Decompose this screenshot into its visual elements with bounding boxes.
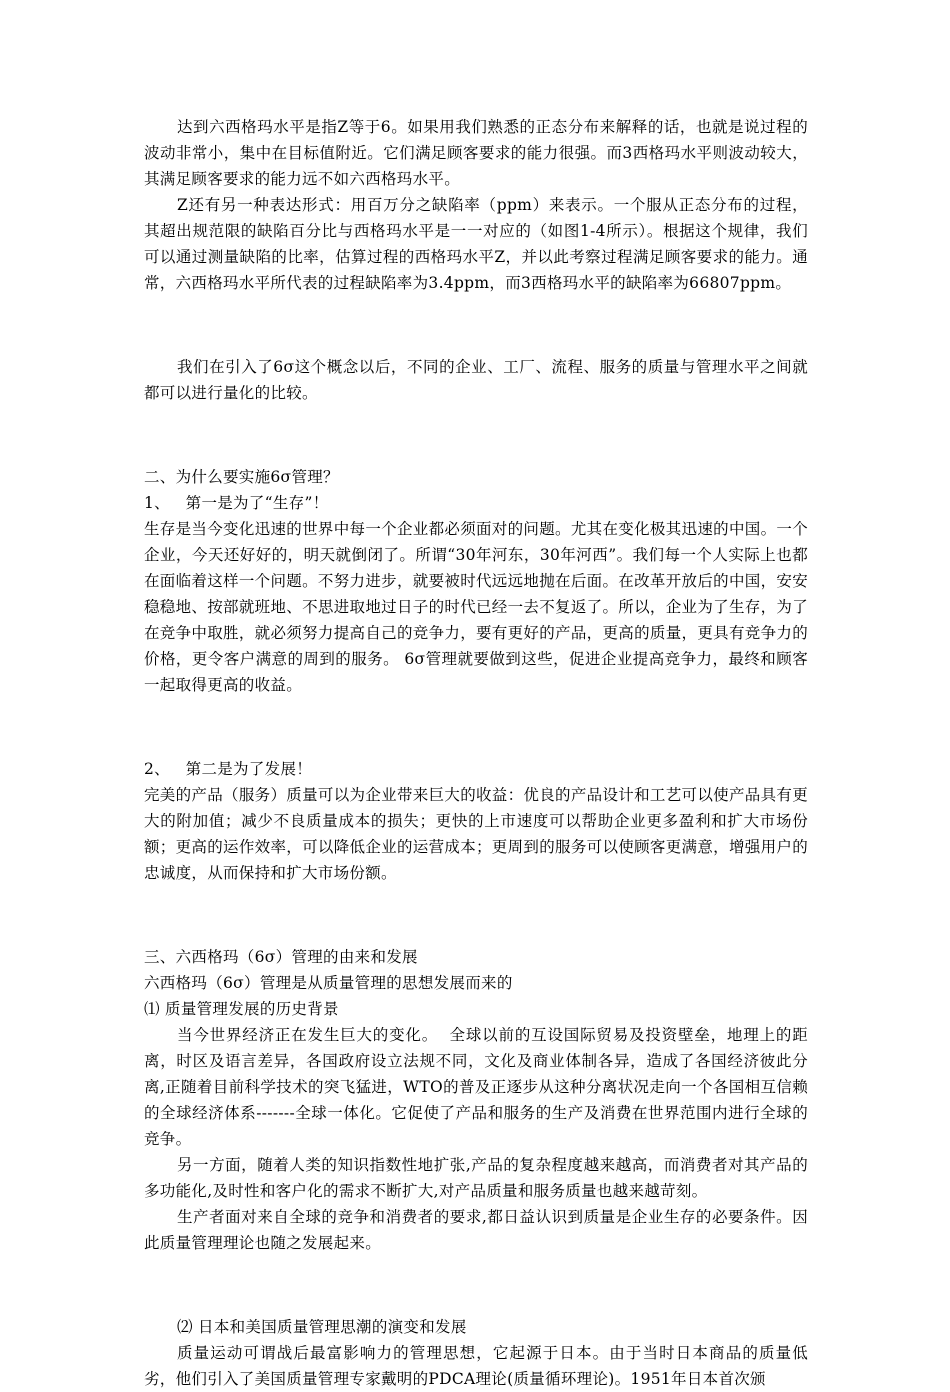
paragraph: Z还有另一种表达形式：用百万分之缺陷率（ppm）来表示。一个服从正态分布的过程，其超出规范限的缺陷百分比与西格玛水平是一一对应的（如图1-4所示）。根据这个规律，我们可以通过测量缺陷的比率，估算过程的西格玛水平Z，并以此考察过程满足顾客要求的能力。通常，六西格玛水平所代表的过程缺陷率为3.4ppm，而3西格玛水平的缺陷率为66807ppm。 bbox=[144, 196, 808, 292]
paragraph: ⑴ 质量管理发展的历史背景 bbox=[144, 1000, 339, 1018]
blank-line bbox=[144, 902, 808, 928]
paragraph: 当今世界经济正在发生巨大的变化。 全球以前的互设国际贸易及投资壁垒，地理上的距离，时区及语言差异，各国政府设立法规不同，文化及商业体制各异，造成了各国经济彼此分离,正随着目前科学技术的突飞猛进，WTO的普及正逐步从这种分离状况走向一个各国相互信赖的全球经济体系-------全球一体化。它促使了产品和服务的生产及消费在世界范围内进行全球的竞争。 bbox=[144, 1026, 808, 1148]
blank-line bbox=[144, 714, 808, 740]
paragraph: 1、 第一是为了“生存”！ bbox=[144, 494, 329, 512]
document-body bbox=[144, 114, 808, 1392]
blank-line bbox=[144, 312, 808, 338]
paragraph: 完美的产品（服务）质量可以为企业带来巨大的收益：优良的产品设计和工艺可以使产品具有更大的附加值；减少不良质量成本的损失；更快的上市速度可以帮助企业更多盈利和扩大市场份额；更高的运作效率，可以降低企业的运营成本；更周到的服务可以使顾客更满意，增强用户的忠诚度，从而保持和扩大市场份额。 bbox=[144, 786, 808, 882]
paragraph: 另一方面，随着人类的知识指数性地扩张,产品的复杂程度越来越高，而消费者对其产品的多功能化,及时性和客户化的需求不断扩大,对产品质量和服务质量也越来越苛刻。 bbox=[144, 1156, 808, 1200]
paragraph: 质量运动可谓战后最富影响力的管理思想，它起源于日本。由于当时日本商品的质量低劣，他们引入了美国质量管理专家戴明的PDCA理论(质量循环理论)。1951年日本首次颁 bbox=[144, 1344, 808, 1388]
paragraph: 生产者面对来自全球的竞争和消费者的要求,都日益认识到质量是企业生存的必要条件。因此质量管理理论也随之发展起来。 bbox=[144, 1208, 808, 1252]
paragraph: ⑵ 日本和美国质量管理思潮的演变和发展 bbox=[177, 1318, 467, 1336]
blank-line bbox=[144, 1272, 808, 1298]
paragraph: 六西格玛（6σ）管理是从质量管理的思想发展而来的 bbox=[144, 974, 513, 992]
paragraph: 生存是当今变化迅速的世界中每一个企业都必须面对的问题。尤其在变化极其迅速的中国。一个企业，今天还好好的，明天就倒闭了。所谓“30年河东，30年河西”。我们每一个人实际上也都在面临着这样一个问题。不努力进步，就要被时代远远地抛在后面。在改革开放后的中国，安安稳稳地、按部就班地、不思进取地过日子的时代已经一去不复返了。所以，企业为了生存，为了在竞争中取胜，就必须努力提高自己的竞争力，要有更好的产品，更高的质量，更具有竞争力的价格，更令客户满意的周到的服务。 6σ管理就要做到这些，促进企业提高竞争力，最终和顾客一起取得更高的收益。 bbox=[144, 520, 808, 694]
paragraph: 三、六西格玛（6σ）管理的由来和发展 bbox=[144, 948, 418, 966]
paragraph: 达到六西格玛水平是指Z等于6。如果用我们熟悉的正态分布来解释的话，也就是说过程的波动非常小，集中在目标值附近。它们满足顾客要求的能力很强。而3西格玛水平则波动较大，其满足顾客要求的能力远不如六西格玛水平。 bbox=[144, 118, 808, 188]
paragraph: 二、为什么要实施6σ管理？ bbox=[144, 468, 339, 486]
paragraph: 2、 第二是为了发展！ bbox=[144, 760, 313, 778]
blank-line bbox=[144, 422, 808, 448]
paragraph: 我们在引入了6σ这个概念以后，不同的企业、工厂、流程、服务的质量与管理水平之间就都可以进行量化的比较。 bbox=[144, 358, 808, 402]
